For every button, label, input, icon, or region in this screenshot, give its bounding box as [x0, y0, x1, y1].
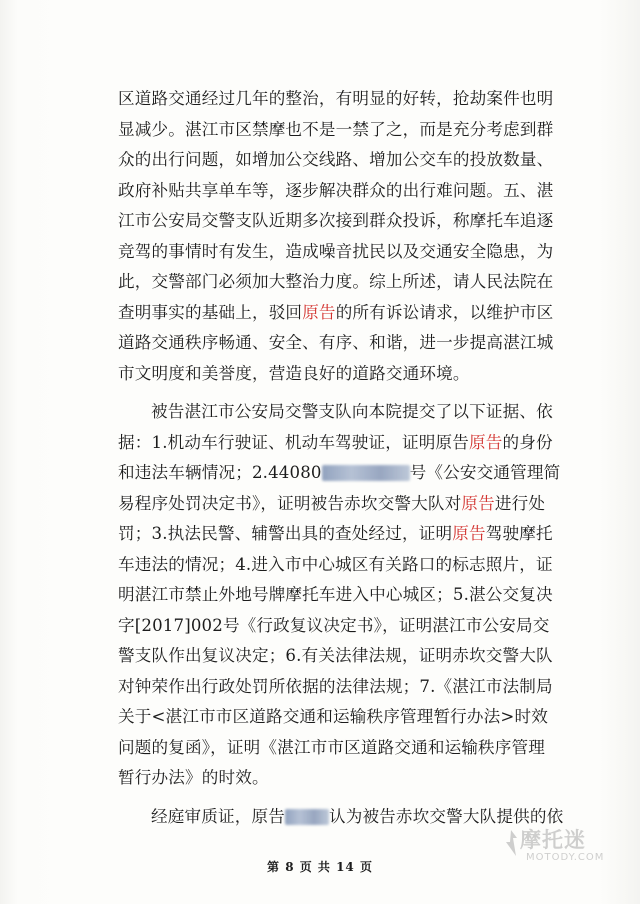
redacted-name [285, 809, 329, 825]
text-line: 暂行办法》的时效。 [118, 768, 269, 787]
text-segment: 的所有诉讼请求，以维护市区 [335, 302, 554, 322]
text-line: 显减少。湛江市区禁摩也不是一禁了之，而是充分考虑到群 [118, 119, 554, 139]
paragraph-start [118, 802, 564, 833]
highlighted-plaintiff: 原告 [461, 493, 495, 513]
text-segment: 号《公安交通管理简 [409, 463, 561, 482]
redacted-number [322, 465, 410, 481]
text-line: 竞驾的事情时有发生，造成噪音扰民以及交通安全隐患，为 [118, 241, 554, 261]
text-segment: 进行处 [494, 493, 546, 513]
highlighted-plaintiff: 原告 [302, 302, 336, 322]
text-line: 问题的复函》，证明《湛江市市区道路交通和运输秩序管理 [118, 737, 546, 757]
watermark-url: MOTODY.COM [526, 852, 605, 863]
text-line: 政府补贴共享单车等，逐步解决群众的出行难问题。五、湛 [118, 180, 554, 200]
document-body [118, 84, 564, 832]
text-segment: 认为被告赤坎交警大队提供的依 [328, 806, 564, 826]
text-line [118, 519, 553, 550]
text-segment: 的身份 [502, 432, 553, 452]
text-line: 道路交通秩序畅通、安全、有序、和谐，进一步提高湛江城 [118, 333, 554, 352]
paragraph-start: 被告湛江市公安局交警支队向本院提交了以下证据、依 [151, 402, 553, 421]
text-line: 关于<湛江市市区道路交通和运输秩序管理暂行办法>时效 [118, 707, 548, 726]
text-line: 对钟荣作出行政处罚所依据的法律法规；7.《湛江市法制局 [118, 676, 553, 696]
text-segment: 易程序处罚决定书》，证明被告赤坎交警大队对 [118, 493, 462, 513]
text-line: 车违法的情况；4.进入市中心城区有关路口的标志照片，证 [118, 554, 553, 574]
text-line: 众的出行问题，如增加公交线路、增加公交车的投放数量、 [118, 150, 554, 169]
page-number: 第 8 页 共 14 页 [267, 860, 373, 874]
text-line: 字[2017]002号《行政复议决定书》，证明湛江市公安局交 [118, 615, 550, 635]
text-line [118, 489, 546, 520]
text-line: 市文明度和美誉度，营造良好的道路交通环境。 [118, 363, 470, 383]
text-line [118, 298, 554, 329]
text-segment: 罚；3.执法民警、辅警出具的查处经过，证明 [118, 524, 453, 543]
text-line: 此，交警部门必须加大整治力度。综上所述，请人民法院在 [118, 272, 554, 291]
highlighted-plaintiff: 原告 [452, 524, 486, 543]
text-line: 区道路交通经过几年的整治，有明显的好转，抢劫案件也明 [118, 89, 554, 108]
text-segment: 经庭审质证，原告 [151, 806, 285, 826]
text-line [118, 428, 553, 459]
text-line: 江市公安局交警支队近期多次接到群众投诉，称摩托车追逐 [118, 211, 554, 230]
highlighted-plaintiff: 原告 [469, 432, 503, 452]
text-segment: 据：1.机动车行驶证、机动车驾驶证，证明原告 [118, 432, 470, 452]
text-line [118, 458, 561, 489]
text-segment: 驾驶摩托 [485, 524, 553, 543]
site-watermark [502, 822, 605, 870]
text-segment: 查明事实的基础上，驳回 [118, 302, 303, 322]
text-line: 警支队作出复议决定；6.有关法律法规，证明赤坎交警大队 [118, 646, 553, 665]
text-segment: 和违法车辆情况；2.44080 [118, 463, 322, 482]
watermark-text: 摩托迷 [520, 828, 586, 852]
motorcycle-logo-icon [502, 828, 520, 858]
text-line: 明湛江市禁止外地号牌摩托车进入中心城区；5.湛公交复决 [118, 585, 553, 604]
